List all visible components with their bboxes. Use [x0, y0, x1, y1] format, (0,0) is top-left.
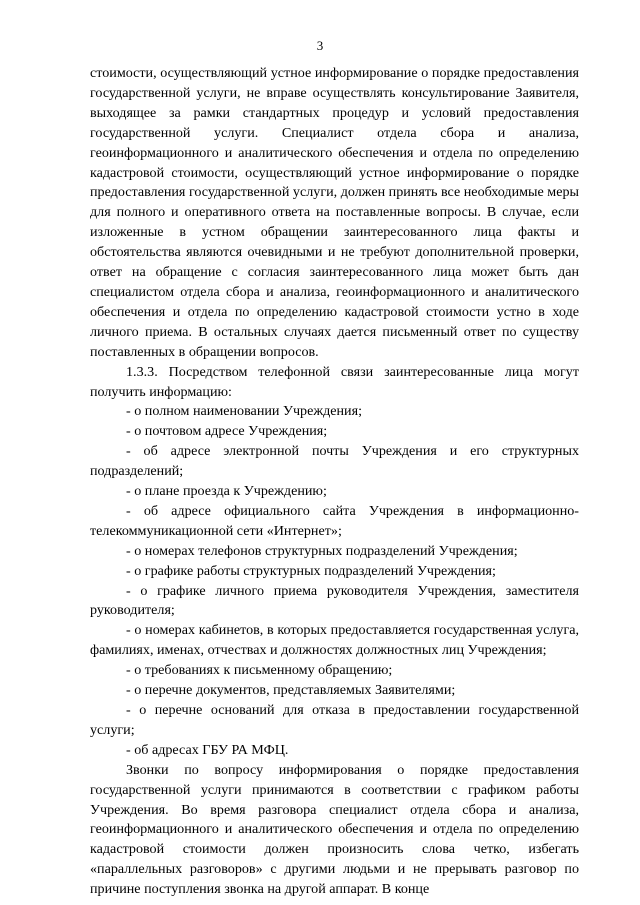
list-item: - о перечне документов, представляемых Заявителями; — [126, 682, 456, 699]
list-item: - о графике работы структурных подразделений Учреждения; — [126, 562, 496, 579]
list-item: - о перечне оснований для отказа в предоставлении государственной услуги; — [90, 702, 579, 738]
document-body — [90, 64, 579, 900]
list-item: - о графике личного приема руководителя Учреждения, заместителя руководителя; — [90, 582, 579, 619]
paragraph-phone-info-intro: 1.3.3. Посредством телефонной связи заинтересованные лица могут получить информацию: — [90, 363, 579, 400]
list-item: - об адресе электронной почты Учреждения и его структурных подразделений; — [90, 443, 579, 480]
list-item: - об адресах ГБУ РА МФЦ. — [126, 741, 289, 758]
list-item: - об адресе официального сайта Учреждения в информационно-телекоммуникационной сети «Интернет»; — [90, 502, 579, 539]
list-item: - о номерах телефонов структурных подразделений Учреждения; — [126, 542, 518, 559]
list-item: - о требованиях к письменному обращению; — [126, 662, 393, 679]
page-number: 3 — [316, 38, 324, 53]
paragraph-consultation-rules: стоимости, осуществляющий устное информирование о порядке предоставления государственной услуги, не вправе осуществлять консультирование Заявителя, выходящее за рамки стандартных процедур и условий предоставления государственной услуги. Специалист отдела сбора и анализа, геоинформационного и аналитического обеспечения и отдела по определению кадастровой стоимости, осуществляющий устное информирование о порядке предоставления государственной услуги, должен принять все необходимые меры для полного и оперативного ответа на поставленные вопросы. В случае, если изложенные в устном обращении заинтересованного лица факты и обстоятельства являются очевидными и не требуют дополнительной проверки, ответ на обращение с согласия заинтересованного лица может быть дан специалистом отдела сбора и анализа, геоинформационного и аналитического обеспечения и отдела по определению кадастровой стоимости устно в ходе личного приема. В остальных случаях дается письменный ответ по существу поставленных в обращении вопросов. — [90, 65, 579, 360]
paragraph-call-handling: Звонки по вопросу информирования о порядке предоставления государственной услуги принимаются в соответствии с графиком работы Учреждения. Во время разговора специалист отдела сбора и анализа, геоинформационного и аналитического обеспечения и отдела по определению кадастровой стоимости должен произносить слова четко, избегать «параллельных разговоров» с другими людьми и не прерывать разговор по причине поступления звонка на другой аппарат. В конце — [90, 761, 579, 898]
list-item: - о номерах кабинетов, в которых предоставляется государственная услуга, фамилиях, именах, отчествах и должностях должностных лиц Учреждения; — [90, 622, 579, 659]
list-item: - о почтовом адресе Учреждения; — [126, 423, 328, 440]
list-item: - о плане проезда к Учреждению; — [126, 483, 327, 500]
list-item: - о полном наименовании Учреждения; — [126, 403, 362, 420]
